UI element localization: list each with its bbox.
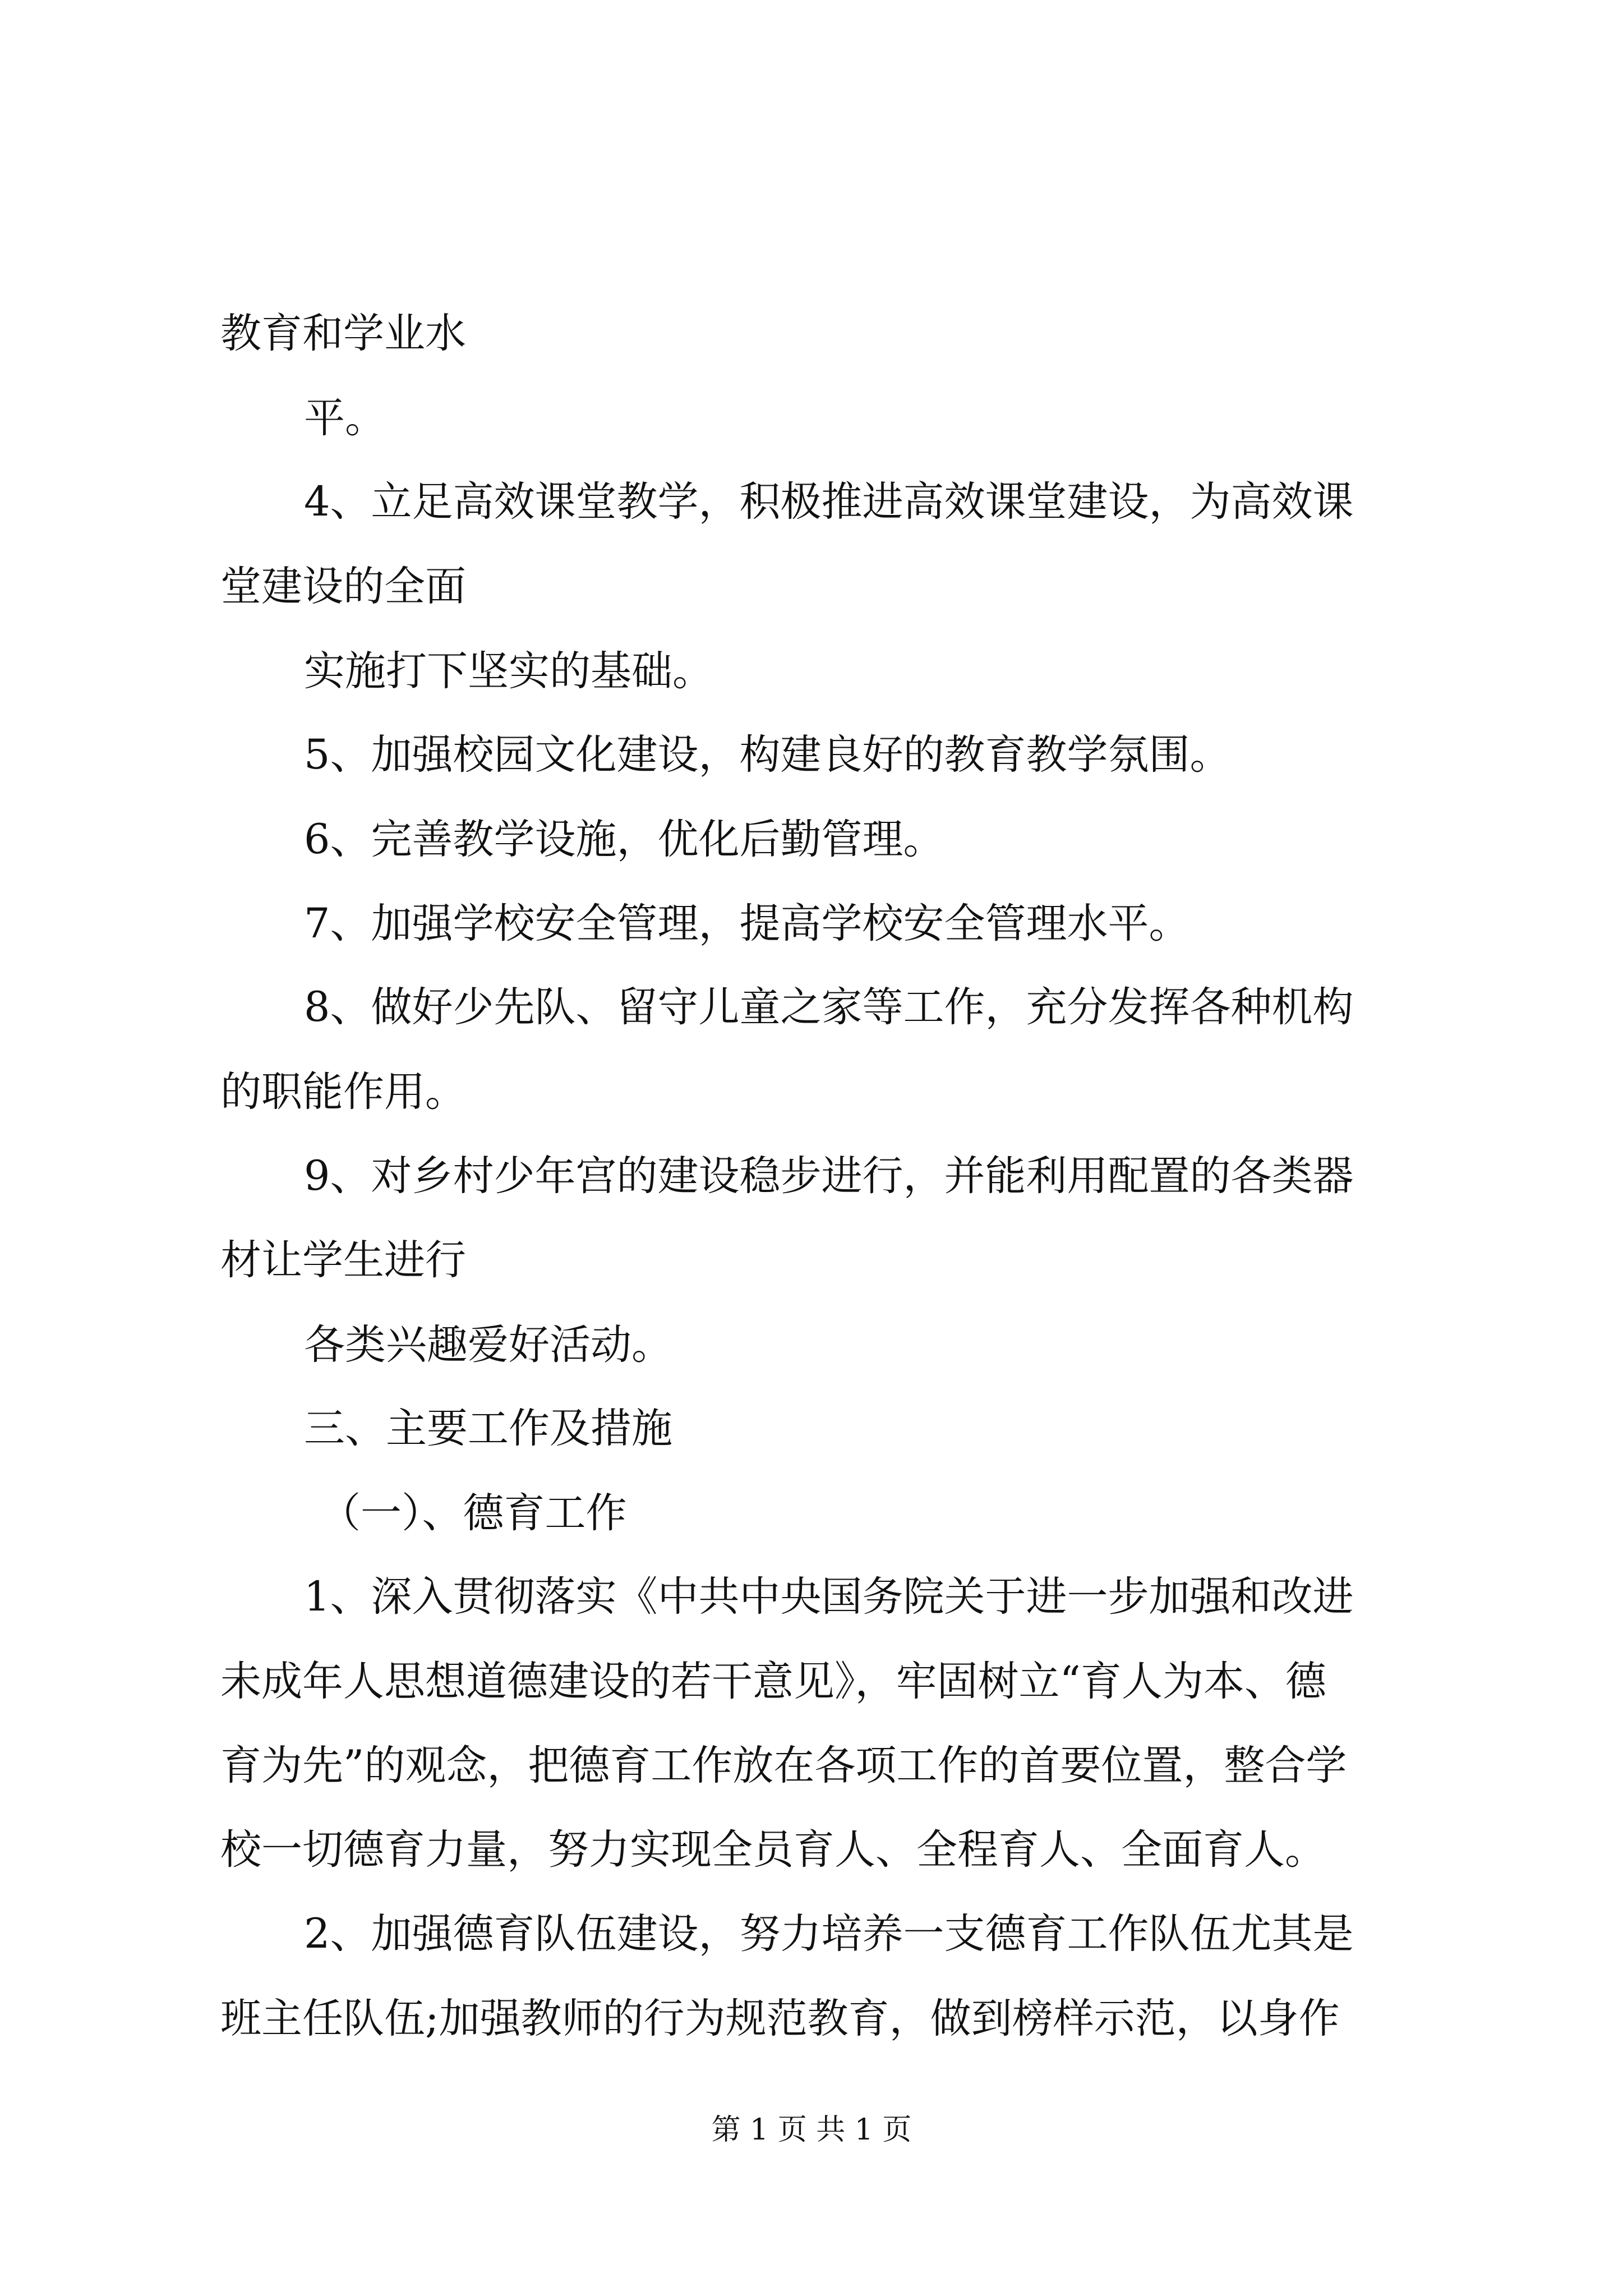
text-line: 9、对乡村少年宫的建设稳步进行，并能利用配置的各类器 — [304, 1152, 1354, 1200]
text-line: 育为先”的观念，把德育工作放在各项工作的首要位置，整合学 — [220, 1742, 1347, 1789]
text-line: 教育和学业水 — [220, 310, 466, 357]
text-line: 校一切德育力量，努力实现全员育人、全程育人、全面育人。 — [220, 1826, 1326, 1874]
text-line: 5、加强校园文化建设，构建良好的教育教学氛围。 — [304, 731, 1231, 779]
text-line: 实施打下坚实的基础。 — [304, 647, 713, 695]
text-line: 2、加强德育队伍建设，努力培养一支德育工作队伍尤其是 — [304, 1910, 1354, 1958]
text-line: 平。 — [304, 394, 386, 442]
text-line: 材让学生进行 — [220, 1236, 466, 1284]
subsection-heading: （一）、德育工作 — [320, 1489, 627, 1537]
text-line: 班主任队伍;加强教师的行为规范教育，做到榜样示范，以身作 — [220, 1995, 1340, 2042]
text-line: 4、立足高效课堂教学，积极推进高效课堂建设，为高效课 — [304, 478, 1354, 526]
text-line: 7、加强学校安全管理，提高学校安全管理水平。 — [304, 900, 1190, 947]
section-heading: 三、主要工作及措施 — [304, 1405, 672, 1452]
text-line: 1、深入贯彻落实《中共中央国务院关于进一步加强和改进 — [304, 1573, 1354, 1621]
text-line: 各类兴趣爱好活动。 — [304, 1321, 672, 1369]
text-line: 8、做好少先队、留守儿童之家等工作，充分发挥各种机构 — [304, 983, 1354, 1031]
text-line: 未成年人思想道德建设的若干意见》，牢固树立“育人为本、德 — [220, 1658, 1326, 1705]
text-line: 堂建设的全面 — [220, 563, 466, 610]
text-line: 的职能作用。 — [220, 1068, 466, 1116]
text-line: 6、完善教学设施，优化后勤管理。 — [304, 816, 944, 863]
page-footer: 第 1 页 共 1 页 — [711, 2113, 912, 2147]
